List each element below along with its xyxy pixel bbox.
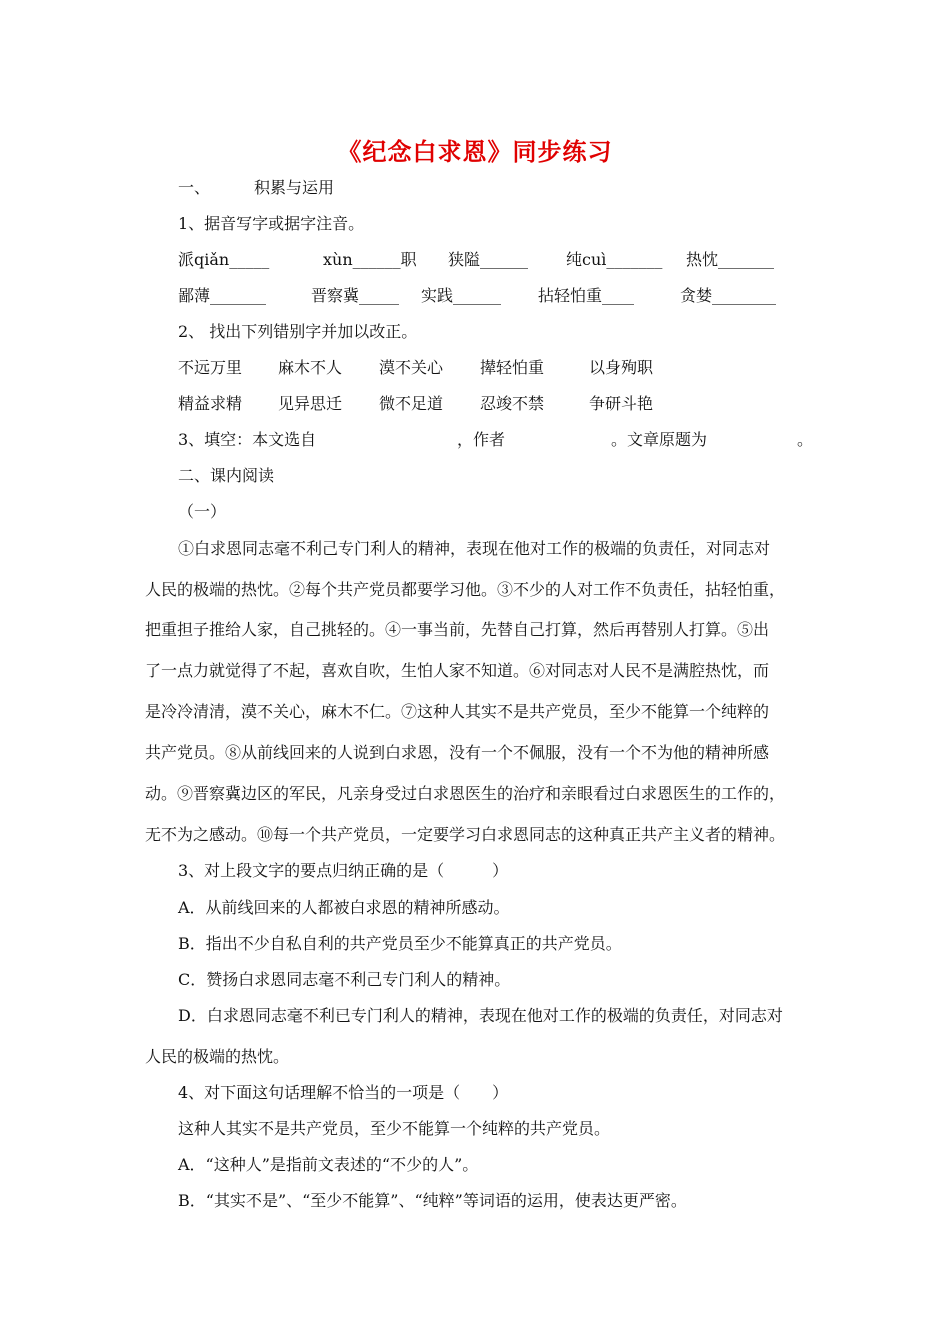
passage-line: 动。⑨晋察冀边区的军民，凡亲身受过白求恩医生的治疗和亲眼看过白求恩医生的工作的， xyxy=(145,784,786,803)
fill-text: 。 xyxy=(797,430,814,449)
word-item: 精益求精 xyxy=(178,394,243,413)
part-label: （一） xyxy=(178,502,227,521)
question-1-prompt: 1、据音写字或据字注音。 xyxy=(178,214,365,233)
section-label: 积累与运用 xyxy=(254,178,335,197)
option-b: B．“其实不是”、“至少不能算”、“纯粹”等词语的运用，使表达更严密。 xyxy=(178,1191,687,1210)
option-d-continued: 人民的极端的热忱。 xyxy=(145,1047,290,1066)
question-4-prompt: 4、对下面这句话理解不恰当的一项是（ ） xyxy=(178,1083,509,1102)
passage-line: 把重担子推给人家，自己挑轻的。④一事当前，先替自己打算，然后再替别人打算。⑤出 xyxy=(145,620,770,639)
section-number: 一、 xyxy=(178,178,211,197)
passage-line: 无不为之感动。⑩每一个共产党员，一定要学习白求恩同志的这种真正共产主义者的精神。 xyxy=(145,825,786,844)
pinyin-item: 实践______ xyxy=(421,286,502,305)
section-heading-2: 二、课内阅读 xyxy=(178,466,275,485)
question-4-sentence: 这种人其实不是共产党员，至少不能算一个纯粹的共产党员。 xyxy=(178,1119,611,1138)
fill-text: ，作者 xyxy=(457,430,506,449)
option-c: C．赞扬白求恩同志毫不利己专门利人的精神。 xyxy=(178,970,511,989)
passage-line: 是冷冷清清，漠不关心，麻木不仁。⑦这种人其实不是共产党员，至少不能算一个纯粹的 xyxy=(145,702,770,721)
word-item: 麻木不人 xyxy=(278,358,343,377)
word-item: 以身殉职 xyxy=(589,358,654,377)
option-a: A．“这种人”是指前文表述的“不少的人”。 xyxy=(178,1155,479,1174)
word-item: 漠不关心 xyxy=(379,358,444,377)
word-item: 忍竣不禁 xyxy=(480,394,545,413)
option-a: A．从前线回来的人都被白求恩的精神所感动。 xyxy=(178,898,510,917)
pinyin-item: 鄙薄_______ xyxy=(178,286,267,305)
page-title: 《纪念白求恩》同步练习 xyxy=(337,137,613,166)
passage-line: 人民的极端的热忱。②每个共产党员都要学习他。③不少的人对工作不负责任，拈轻怕重， xyxy=(145,580,786,599)
option-b: B．指出不少自私自利的共产党员至少不能算真正的共产党员。 xyxy=(178,934,622,953)
pinyin-item: 贪婪________ xyxy=(680,286,777,305)
fill-text: 3、填空：本文选自 xyxy=(178,430,317,449)
pinyin-item: 拈轻怕重____ xyxy=(538,286,635,305)
word-item: 见异思迁 xyxy=(278,394,343,413)
word-item: 撵轻怕重 xyxy=(480,358,545,377)
fill-text: 。文章原题为 xyxy=(611,430,708,449)
pinyin-item: xùn______职 xyxy=(323,250,417,269)
pinyin-item: 纯cuì_______ xyxy=(566,250,663,269)
passage-line: ①白求恩同志毫不利己专门利人的精神，表现在他对工作的极端的负责任，对同志对 xyxy=(178,539,771,558)
pinyin-item: 热忱_______ xyxy=(686,250,775,269)
section-heading-1 xyxy=(178,177,334,199)
word-item: 争研斗艳 xyxy=(589,394,654,413)
pinyin-item: 晋察冀_____ xyxy=(311,286,400,305)
word-item: 微不足道 xyxy=(379,394,444,413)
passage-line: 共产党员。⑧从前线回来的人说到白求恩，没有一个不佩服，没有一个不为他的精神所感 xyxy=(145,743,770,762)
passage-line: 了一点力就觉得了不起，喜欢自吹，生怕人家不知道。⑥对同志对人民不是满腔热忱，而 xyxy=(145,661,770,680)
option-d: D．白求恩同志毫不利已专门利人的精神，表现在他对工作的极端的负责任，对同志对 xyxy=(178,1006,783,1025)
question-2-prompt: 2、 找出下列错别字并加以改正。 xyxy=(178,322,418,341)
pinyin-item: 狭隘______ xyxy=(448,250,529,269)
word-item: 不远万里 xyxy=(178,358,243,377)
pinyin-item: 派qiǎn_____ xyxy=(178,250,270,269)
question-3-prompt: 3、对上段文字的要点归纳正确的是（ ） xyxy=(178,861,509,880)
